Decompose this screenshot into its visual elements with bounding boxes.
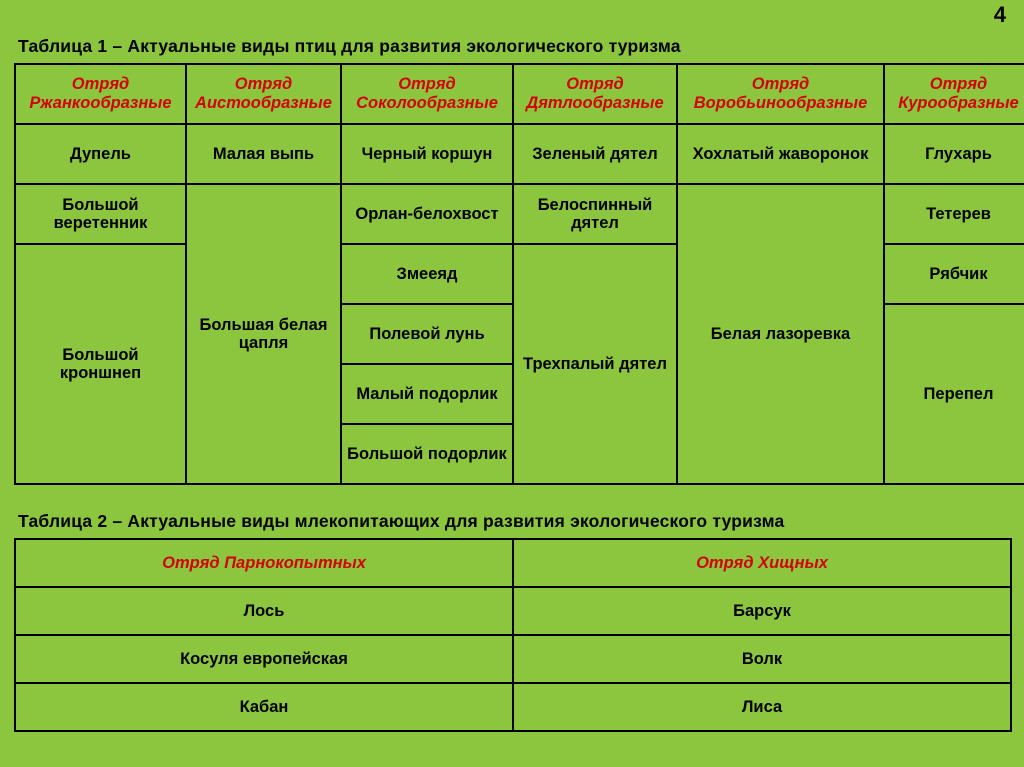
cell-species: Волк	[513, 635, 1011, 683]
cell-species: Рябчик	[884, 244, 1024, 304]
column-header-sokoloobraznye: Отряд Соколообразные	[341, 64, 513, 124]
cell-species: Орлан-белохвост	[341, 184, 513, 244]
table-header-row	[15, 539, 1011, 587]
cell-species: Белоспинный дятел	[513, 184, 677, 244]
table-row	[15, 635, 1011, 683]
cell-species: Большой веретенник	[15, 184, 186, 244]
table-row	[15, 587, 1011, 635]
cell-species: Белая лазоревка	[677, 184, 884, 484]
cell-species: Зеленый дятел	[513, 124, 677, 184]
column-header-vorobinoobraznye: Отряд Воробьинообразные	[677, 64, 884, 124]
cell-species: Дупель	[15, 124, 186, 184]
cell-species: Барсук	[513, 587, 1011, 635]
birds-table	[14, 63, 1024, 485]
cell-species: Лось	[15, 587, 513, 635]
mammals-table	[14, 538, 1012, 732]
page-number: 4	[993, 2, 1006, 27]
column-header-parnokopytnyh: Отряд Парнокопытных	[15, 539, 513, 587]
column-header-dyatloobraznye: Отряд Дятлообразные	[513, 64, 677, 124]
cell-species: Тетерев	[884, 184, 1024, 244]
cell-species: Большой подорлик	[341, 424, 513, 484]
column-header-hischnyh: Отряд Хищных	[513, 539, 1011, 587]
cell-species: Змееяд	[341, 244, 513, 304]
table2-caption: Таблица 2 – Актуальные виды млекопитающих для развития экологического туризма	[18, 511, 785, 531]
cell-species: Хохлатый жаворонок	[677, 124, 884, 184]
cell-species: Большой кроншнеп	[15, 244, 186, 484]
cell-species: Глухарь	[884, 124, 1024, 184]
table-header-row	[15, 64, 1024, 124]
table1-caption: Таблица 1 – Актуальные виды птиц для развития экологического туризма	[18, 36, 681, 56]
cell-species: Большая белая цапля	[186, 184, 341, 484]
column-header-kuroobraznye: Отряд Курообразные	[884, 64, 1024, 124]
table-row	[15, 124, 1024, 184]
cell-species: Полевой лунь	[341, 304, 513, 364]
table-row	[15, 184, 1024, 244]
table-row	[15, 683, 1011, 731]
column-header-aistoobraznye: Отряд Аистообразные	[186, 64, 341, 124]
cell-species: Кабан	[15, 683, 513, 731]
cell-species: Черный коршун	[341, 124, 513, 184]
cell-species: Лиса	[513, 683, 1011, 731]
column-header-rzhankoobraznye: Отряд Ржанкообразные	[15, 64, 186, 124]
cell-species: Косуля европейская	[15, 635, 513, 683]
cell-species: Перепел	[884, 304, 1024, 484]
cell-species: Малый подорлик	[341, 364, 513, 424]
cell-species: Малая выпь	[186, 124, 341, 184]
cell-species: Трехпалый дятел	[513, 244, 677, 484]
